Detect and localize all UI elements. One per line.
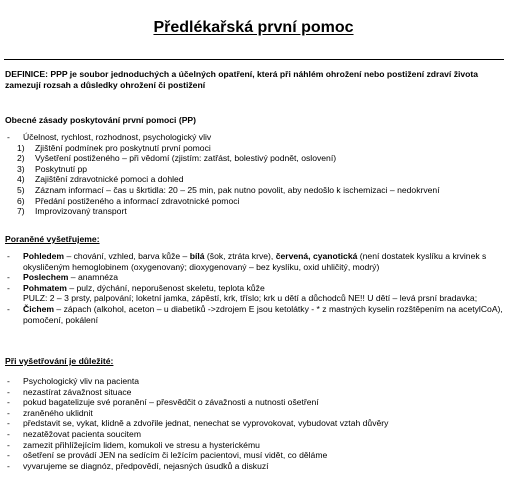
step-number: 7) [17, 206, 25, 217]
poslechem-label: Poslechem [23, 272, 69, 283]
bullet-dash: - [7, 397, 10, 408]
list-item [5, 397, 503, 408]
item-text: ošetření se provádí JEN na sedícím či ležícím pacientovi, musí vidět, co děláme [23, 450, 328, 461]
list-item [5, 206, 503, 217]
examination-section [5, 251, 503, 325]
definition-label: DEFINICE: [5, 69, 48, 79]
principles-heading: Obecné zásady poskytování první pomoci (PP) [5, 115, 197, 125]
pohledem-text-3: (není dostatek kyslíku a krvinek s okysličeným hemoglobinem (oxygenovaný; dioxygenovaný – bez kyslíku, oxid uhličitý, modrý) [23, 251, 487, 272]
item-text: nezastírat závažnost situace [23, 386, 132, 397]
list-item [5, 185, 503, 196]
list-item [5, 461, 503, 472]
bullet-dash: - [7, 376, 10, 386]
pohledem-text: – chování, vzhled, barva kůže – [64, 251, 190, 261]
list-item [5, 174, 503, 185]
step-number: 1) [17, 142, 25, 153]
item-text: představit se, vykat, klidně a zdvořile jednat, nenechat se vyprovokovat, vybudovat vztah důvěry [23, 418, 389, 429]
bullet-dash: - [7, 303, 10, 314]
list-item [5, 450, 503, 461]
list-item [5, 387, 503, 398]
list-item [5, 376, 503, 387]
pohmatem-label: Pohmatem [23, 282, 67, 293]
bullet-dash: - [7, 132, 10, 142]
bullet-dash: - [7, 251, 10, 261]
poslechem-text: – anamnéza [68, 272, 119, 283]
item-text: Psychologický vliv na pacienta [23, 376, 140, 386]
step-text: Poskytnutí pp [35, 163, 88, 174]
list-item [5, 153, 503, 164]
pohledem-text-2: (šok, ztráta krve), [204, 251, 276, 261]
list-item [5, 429, 503, 440]
pohledem-label: Pohledem [23, 251, 65, 261]
examination-heading: Poraněné vyšetřujeme: [5, 234, 100, 244]
list-item [5, 272, 503, 283]
principles-section [5, 132, 503, 217]
bullet-dash: - [7, 428, 10, 439]
list-item [5, 304, 503, 325]
list-item [5, 283, 503, 304]
step-number: 4) [17, 174, 25, 185]
important-section [5, 376, 503, 471]
principles-intro-item [5, 132, 503, 143]
bullet-dash: - [7, 407, 10, 418]
item-text: vyvarujeme se diagnóz, předpovědí, nejasných úsudků a diskuzí [23, 460, 269, 471]
item-text: zraněného uklidnit [23, 407, 93, 418]
step-number: 5) [17, 184, 25, 195]
step-text: Improvizovaný transport [35, 206, 127, 217]
pohledem-white: bílá [189, 251, 205, 261]
definition-paragraph [5, 69, 503, 90]
bullet-dash: - [7, 272, 10, 283]
step-number: 2) [17, 153, 25, 164]
list-item [5, 164, 503, 175]
step-text: Předání postiženého a informací zdravotnické pomoci [35, 195, 240, 206]
list-item [5, 196, 503, 207]
principles-steps-list [5, 143, 503, 217]
step-text: Zajištění zdravotnické pomoci a dohled [35, 174, 184, 185]
step-text: Záznam informací – čas u škrtidla: 20 – 25 min, pak nutno povolit, aby nedošlo k ischemizaci – nedokrvení [35, 184, 440, 195]
bullet-dash: - [7, 282, 10, 293]
title-divider [4, 59, 504, 60]
item-text: pokud bagatelizuje své poranění – přesvědčit o závažnosti a nutnosti ošetření [23, 397, 319, 408]
step-text: Zjištění podmínek pro poskytnutí první pomoci [35, 142, 211, 153]
list-item [5, 418, 503, 429]
list-item [5, 251, 503, 272]
pohledem-red: červená, cyanotická [275, 251, 358, 261]
list-item [5, 408, 503, 419]
item-text: zamezit přihlížejícím lidem, komukoli ve stresu a hysterickému [23, 439, 260, 450]
principles-intro: Účelnost, rychlost, rozhodnost, psychologický vliv [23, 132, 212, 142]
definition-text: PPP je soubor jednoduchých a účelných opatření, která při náhlém ohrožení nebo postižení zdraví života zamezují rozsah a důsledky ohrožení či postižení [5, 69, 479, 90]
step-number: 3) [17, 163, 25, 174]
cichem-text: – zápach (alkohol, aceton – u diabetiků ->zdrojem E jsou ketolátky - * z mastných kyselin rozštěpením na acetylCoA), pomočení, pokálení [23, 303, 503, 325]
bullet-dash: - [7, 460, 10, 471]
bullet-dash: - [7, 439, 10, 450]
page-title: Předlékařská první pomoc [153, 19, 354, 36]
step-number: 6) [17, 195, 25, 206]
bullet-dash: - [7, 418, 10, 429]
important-heading: Při vyšetřování je důležité: [5, 356, 114, 366]
cichem-label: Čichem [23, 303, 55, 314]
step-text: Vyšetření postiženého – při vědomí (zjistím: zatřást, bolestivý podnět, oslovení) [35, 153, 337, 164]
list-item [5, 440, 503, 451]
pohmatem-text: – pulz, dýchání, neporušenost skeletu, teplota kůže [66, 282, 265, 293]
pulse-text: PULZ: 2 – 3 prsty, palpování; loketní jamka, zápěstí, krk, tříslo; krk u dětí a důchodců NE!! U dětí – levá prsní bradavka; [23, 293, 478, 304]
bullet-dash: - [7, 386, 10, 397]
item-text: nezatěžovat pacienta soucitem [23, 428, 141, 439]
bullet-dash: - [7, 450, 10, 461]
list-item [5, 143, 503, 154]
